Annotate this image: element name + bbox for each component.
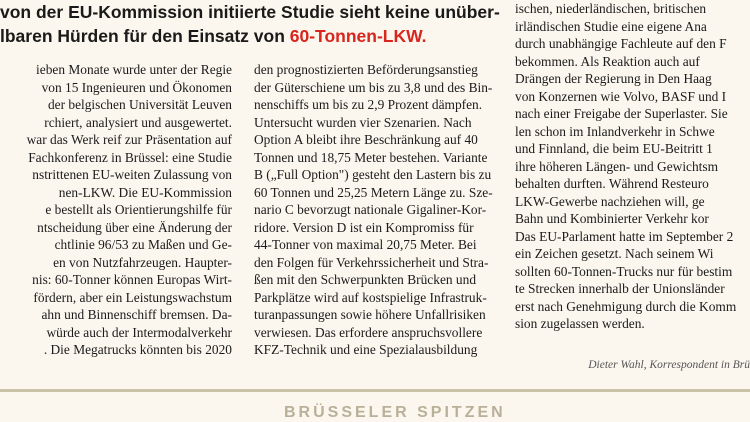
text-line: durch unabhängige Fachleute auf den F xyxy=(515,36,727,51)
text-line: der Güterschiene um bis zu 3,8 und des Bin- xyxy=(254,79,493,95)
text-line: ridore. Version D ist ein Kompromiss für xyxy=(254,219,474,235)
text-line: en von Nutzfahrzeugen. Haupter- xyxy=(53,254,232,270)
text-line: nen-LKW. Die EU-Kommission xyxy=(58,184,232,200)
text-line: von Konzernen wie Volvo, BASF und I xyxy=(515,88,727,104)
text-line: B („Full Option") gesteht den Lastern bis zu xyxy=(254,167,492,182)
section-divider xyxy=(0,389,750,392)
text-line: nario C bevorzugt nationale Gigaliner-Kor- xyxy=(254,202,487,217)
text-line: 60 Tonnen und 25,25 Metern Länge zu. Sze- xyxy=(254,184,493,200)
text-line: ßen mit den Schwerpunkten Brücken und xyxy=(254,272,477,287)
text-line: irländischen Studie eine eigene Ana xyxy=(515,18,707,34)
text-line: Bahn und Kombinierter Verkehr kor xyxy=(515,211,709,226)
text-line: nach einer Freigabe der Superlaster. Sie xyxy=(515,106,728,121)
text-line: war das Werk reif zur Präsentation auf xyxy=(26,132,232,147)
text-line: Drängen der Regierung in Den Haag xyxy=(515,71,712,86)
text-line: te Strecken innerhalb der Unionsländer xyxy=(515,281,725,296)
text-line: Fachkonferenz in Brüssel: eine Studie xyxy=(28,149,232,165)
section-title: BRÜSSELER SPITZEN xyxy=(284,404,506,421)
headline-highlight: 60-Tonnen-LKW. xyxy=(289,26,427,46)
text-line: ischen, niederländischen, britischen xyxy=(515,1,707,16)
text-line: nenschiffs um bis zu 2,9 Prozent dämpfen. xyxy=(254,97,483,112)
text-line: verwiesen. Das erfordere anspruchsvollere xyxy=(254,324,483,340)
text-line: KFZ-Technik und eine Spezialausbildung xyxy=(254,342,478,357)
text-line: ein Zeichen gesetzt. Nach seinem Wi xyxy=(515,246,714,261)
headline-line-2 xyxy=(0,24,500,48)
article-column-2 xyxy=(254,61,498,359)
text-line: turanpassungen sowie höhere Unfallrisiken xyxy=(254,307,486,322)
text-line: Option A bleibt ihre Beschränkung auf 40 xyxy=(254,132,478,147)
text-line: chtlinie 96/53 zu Maßen und Ge- xyxy=(54,237,232,252)
text-line: LKW-Gewerbe nachziehen will, ge xyxy=(515,193,705,209)
text-line: len schon im Inlandverkehr in Schwe xyxy=(515,123,715,139)
text-line: ieben Monate wurde unter der Regie xyxy=(36,62,232,77)
text-line: sion zugelassen werden. xyxy=(515,316,645,331)
text-line: erst nach Genehmigung durch die Komm xyxy=(515,298,737,314)
text-line: e bestellt als Orientierungshilfe für xyxy=(45,202,232,217)
text-line: behalten durften. Während Resteuro xyxy=(515,176,709,191)
article-column-1 xyxy=(0,61,232,359)
text-line: bekommen. Als Reaktion auch auf xyxy=(515,53,700,69)
text-line: ntscheidung über eine Änderung der xyxy=(37,219,232,235)
text-line: 44-Tonner von maximal 20,75 Meter. Bei xyxy=(254,237,477,252)
text-line: von 15 Ingenieuren und Ökonomen xyxy=(41,79,232,95)
headline-line-2-text: lbaren Hürden für den Einsatz von xyxy=(0,26,290,46)
text-line: der belgischen Universität Leuven xyxy=(47,97,232,112)
text-line: sollten 60-Tonnen-Trucks nur für bestim xyxy=(515,263,733,279)
text-line: rchiert, analysiert und ausgewertet. xyxy=(44,114,232,130)
text-line: . Die Megatrucks könnten bis 2020 xyxy=(43,342,232,357)
text-line: nis: 60-Tonner können Europas Wirt- xyxy=(32,272,232,287)
text-line: fördern, aber ein Leistungswachstum xyxy=(33,289,232,305)
text-line: Untersucht wurden vier Szenarien. Nach xyxy=(254,114,472,130)
text-line: würde auch der Intermodalverkehr xyxy=(46,324,232,340)
text-line: ahn und Binnenschiff bremsen. Da- xyxy=(41,307,232,322)
text-line: Das EU-Parlament hatte im September 2 xyxy=(515,228,734,244)
text-line: und Finnland, die beim EU-Beitritt 1 xyxy=(515,141,713,156)
text-line: ihre höheren Längen- und Gewichtsm xyxy=(515,158,719,174)
author-byline: Dieter Wahl, Korrespondent in Brü xyxy=(588,359,750,371)
text-line: nstrittenen EU-weiten Zulassung von xyxy=(32,167,232,182)
text-line: den Folgen für Verkehrssicherheit und Stra- xyxy=(254,254,489,270)
article-column-3 xyxy=(515,0,750,333)
text-line: den prognostizierten Beförderungsanstieg xyxy=(254,62,478,77)
article-headline xyxy=(0,0,500,48)
headline-line-1: von der EU-Kommission initiierte Studie sieht keine unüber- xyxy=(0,2,500,22)
text-line: Parkplätze wird auf kostspielige Infrastruk- xyxy=(254,289,487,305)
text-line: Tonnen und 18,75 Meter bestehen. Variante xyxy=(254,149,488,165)
